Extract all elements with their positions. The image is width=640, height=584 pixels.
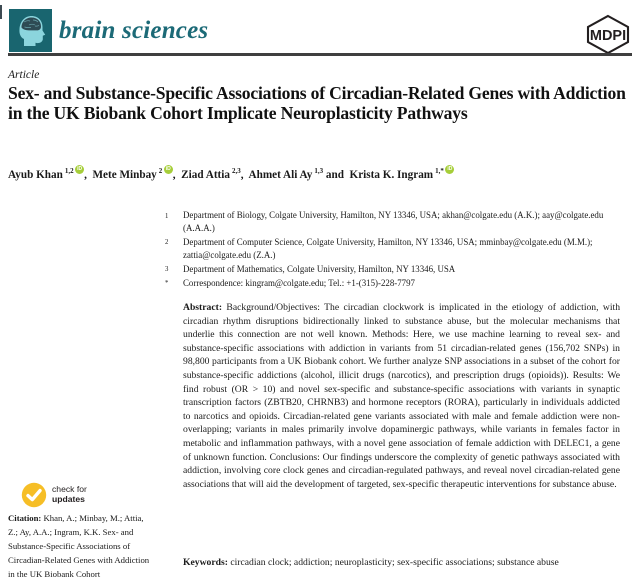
affiliations-list: [165, 209, 617, 290]
affiliation-item: [165, 209, 617, 236]
header-divider: [8, 53, 632, 56]
scan-edge-artifact: [0, 5, 2, 19]
keywords: [183, 556, 620, 570]
keywords-label: Keywords:: [183, 557, 228, 568]
check-for-updates-badge[interactable]: [21, 482, 141, 510]
author-name: Krista K. Ingram: [349, 169, 434, 181]
author-affiliation-sup: 2,3: [231, 167, 241, 176]
author-affiliation-sup: 2: [158, 167, 163, 176]
mdpi-logo: [582, 14, 634, 54]
journal-logo: [9, 9, 52, 52]
mdpi-wordmark: MDPI: [589, 28, 627, 44]
author: [181, 169, 246, 181]
author: [249, 169, 347, 181]
citation-text: Khan, A.; Minbay, M.; Attia, Z.; Ay, A.A.; Ingram, K.K. Sex- and Substance-Specific Associations of Circadian-Related Genes with Addiction in the UK Biobank Cohort: [8, 513, 150, 579]
author: [8, 169, 90, 181]
article-type-label: Article: [8, 69, 40, 81]
author-separator: ,: [172, 169, 179, 181]
author-affiliation-sup: 1,*: [435, 167, 444, 176]
affiliation-item: [165, 236, 617, 263]
affiliation-item: [165, 277, 617, 291]
affiliation-text: Correspondence: kingram@colgate.edu; Tel.: +1-(315)-228-7797: [183, 277, 415, 288]
author-affiliation-sup: 1,3: [314, 167, 324, 176]
author-name: Ahmet Ali Ay: [248, 169, 313, 181]
abstract-text: Background/Objectives: The circadian clockwork is implicated in the etiology of addiction, with circadian rhythm disruptions bidirectionally linked to substance abuse, but the molecular mechanisms that underlie this connection are not well known. Methods: Here, we use machine learning to reveal sex- and substance-specific associations with addiction in variants from 51 circadian-related genes (156,702 SNPs) in 98,800 participants from a UK Biobank cohort. We further analyze SNP associations in a subset of the cohort for substance-specific addictions (alcohol, illicit drugs (narcotics), and prescription drugs (opioids)). Results: We find robust (OR > 10) and novel sex-specific and substance-specific associations with variants in synaptic transcription factors (ZBTB20, CHRNB3) and hormone receptors (RORA), particularly in individuals addicted to narcotics and opioids. Circadian-related gene variants associated with male and female addiction were non-overlapping; variants in males primarily involve dopaminergic pathways, while variants in females factor in metabolic and inflammation pathways, with a novel gene association of female addiction with DELEC1, a gene of unknown function. Conclusions: Our findings underscore the complexity of genetic pathways associated with addiction, involving core clock genes and circadian-regulated pathways, and reveal novel circadian-related gene associations that will aid the development of targeted, sex-specific therapeutic interventions for substance abuse.: [183, 302, 621, 490]
author-name: Mete Minbay: [92, 169, 157, 181]
author: [92, 169, 178, 181]
abstract-label: Abstract:: [183, 302, 223, 313]
affiliation-text: Department of Mathematics, Colgate University, Hamilton, NY 13346, USA: [183, 263, 456, 274]
affiliation-text: Department of Biology, Colgate University, Hamilton, NY 13346, USA; akhan@colgate.edu (A.K.); aay@colgate.edu (A.A.A.): [183, 210, 604, 234]
orcid-icon[interactable]: [75, 165, 84, 174]
affiliation-text: Department of Computer Science, Colgate University, Hamilton, NY 13346, USA; mminbay@colgate.edu (M.M.); zattia@colgate.edu (Z.A.): [183, 236, 593, 261]
author: [350, 169, 455, 181]
authors-line: [8, 165, 628, 181]
affiliation-marker: 2: [165, 239, 169, 247]
mdpi-hexagon-icon: [582, 14, 634, 54]
author-separator: and: [323, 169, 347, 181]
affiliation-marker: 3: [165, 266, 169, 274]
abstract: [183, 301, 620, 491]
journal-name: brain sciences: [59, 17, 209, 44]
brain-head-icon: [9, 9, 52, 52]
affiliation-marker: *: [165, 280, 169, 288]
author-affiliation-sup: 1,2: [64, 167, 74, 176]
keywords-text: circadian clock; addiction; neuroplasticity; sex-specific associations; substance abuse: [230, 557, 559, 568]
author-name: Ayub Khan: [8, 169, 63, 181]
badge-line1: check for: [52, 484, 87, 494]
paper-title: Sex- and Substance-Specific Associations of Circadian-Related Genes with Addiction in the UK Biobank Cohort Implicate Neuroplasticity Pathways: [8, 83, 626, 123]
badge-line2: updates: [52, 494, 85, 504]
affiliation-item: [165, 263, 617, 277]
crossmark-check-icon: [21, 482, 47, 508]
citation-label: Citation:: [8, 513, 42, 523]
orcid-icon[interactable]: [445, 165, 454, 174]
check-for-updates-label: [52, 484, 87, 504]
author-separator: ,: [84, 169, 90, 181]
affiliation-marker: 1: [165, 212, 169, 220]
orcid-icon[interactable]: [164, 165, 173, 174]
author-separator: ,: [240, 169, 247, 181]
author-name: Ziad Attia: [181, 169, 230, 181]
citation-note: [8, 512, 154, 582]
